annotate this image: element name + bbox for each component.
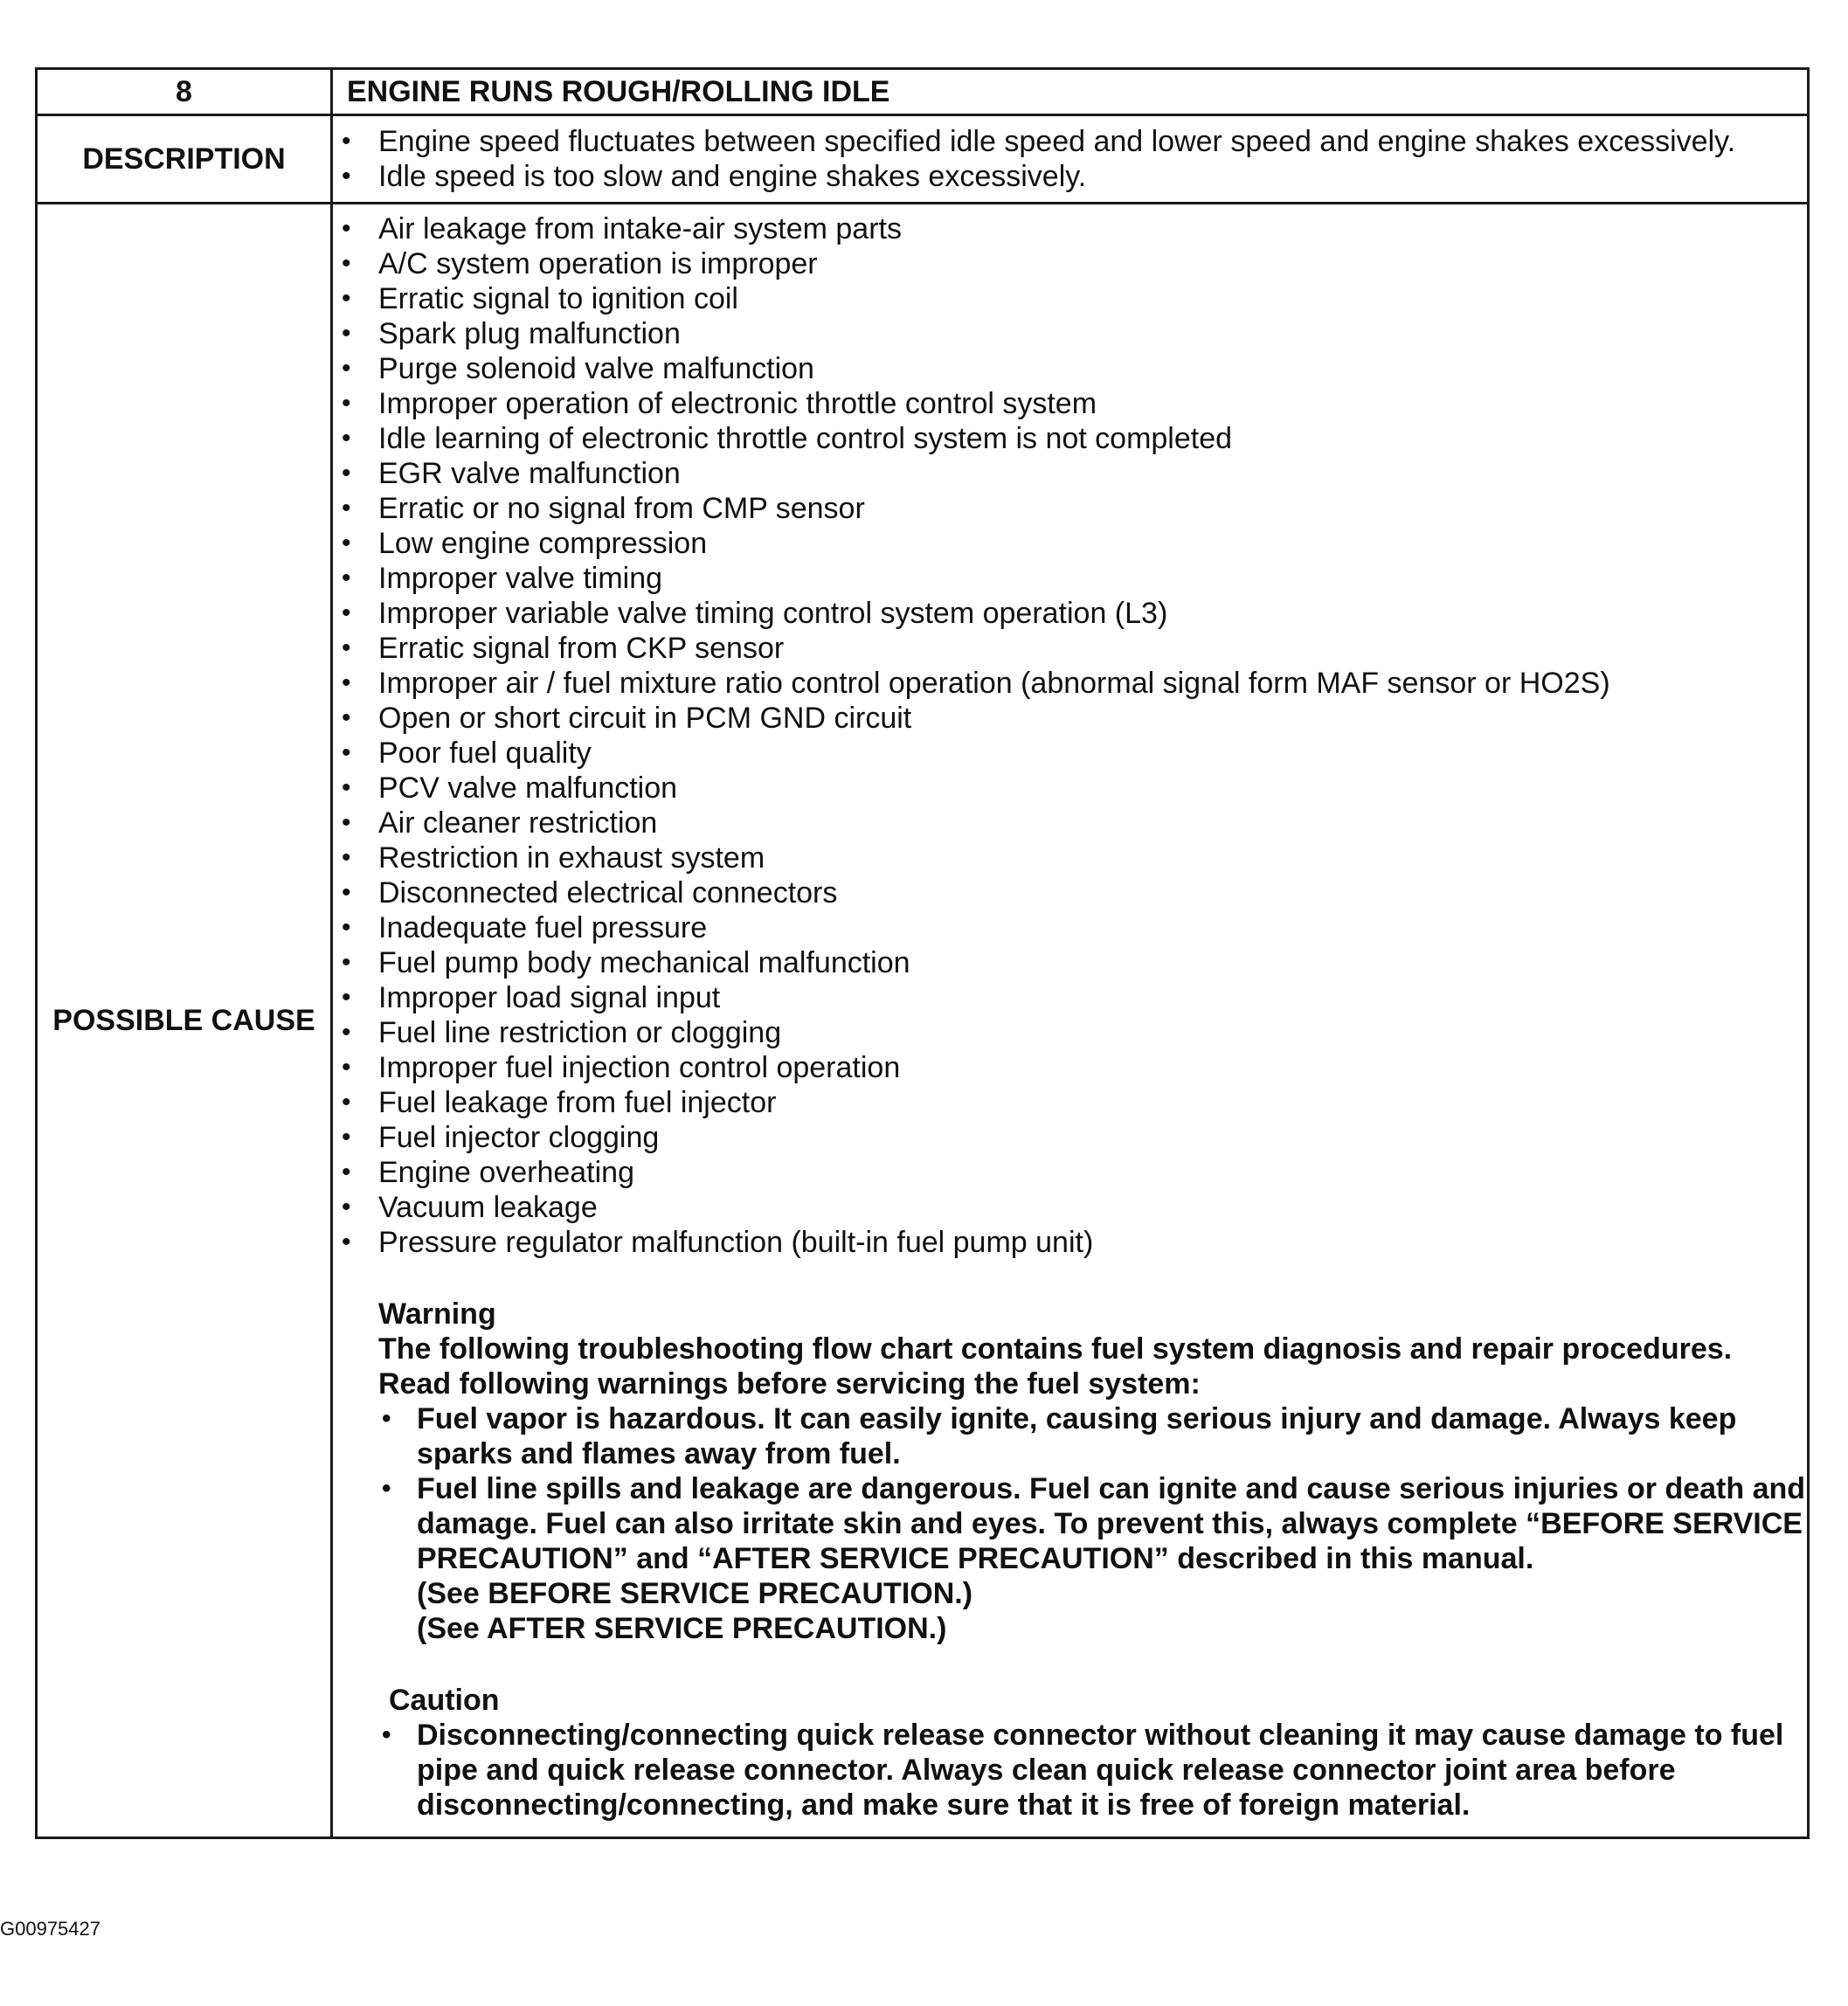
figure-id: G00975427: [0, 1918, 100, 1940]
possible-cause-item: • Open or short circuit in PCM GND circuit: [333, 701, 1807, 736]
possible-cause-item: • Erratic signal from CKP sensor: [333, 631, 1807, 666]
warning-intro: The following troubleshooting flow chart contains fuel system diagnosis and repair procedures. Read following warnings before servicing the fuel system:: [378, 1332, 1733, 1401]
warning-item: [378, 1471, 1807, 1646]
possible-cause-item: • Idle learning of electronic throttle control system is not completed: [333, 421, 1807, 456]
possible-cause-item: • Improper variable valve timing control system operation (L3): [333, 596, 1807, 631]
possible-cause-list: [333, 211, 1807, 1260]
possible-cause-item: • Fuel pump body mechanical malfunction: [333, 945, 1807, 980]
table-header-row: [37, 69, 1809, 115]
possible-cause-item: • Engine overheating: [333, 1155, 1807, 1190]
caution-item-text: Disconnecting/connecting quick release connector without cleaning it may cause damage to fuel pipe and quick release connector. Always clean quick release connector joint area before disconnecting/connecting, and make sure that it is free of foreign material.: [417, 1719, 1784, 1822]
warning-list: [378, 1401, 1807, 1646]
possible-cause-item: • Purge solenoid valve malfunction: [333, 351, 1807, 386]
possible-cause-item: • A/C system operation is improper: [333, 246, 1807, 281]
possible-cause-item: • Improper valve timing: [333, 561, 1807, 596]
description-list: [333, 124, 1807, 194]
possible-cause-row: [37, 204, 1809, 1838]
warning-title: Warning: [378, 1297, 496, 1331]
possible-cause-item: • Restriction in exhaust system: [333, 840, 1807, 875]
possible-cause-item: • EGR valve malfunction: [333, 456, 1807, 491]
caution-list: [378, 1718, 1807, 1823]
possible-cause-item: • Improper fuel injection control operation: [333, 1050, 1807, 1085]
possible-cause-item: • Air cleaner restriction: [333, 806, 1807, 840]
warning-item-text: Fuel vapor is hazardous. It can easily ignite, causing serious injury and damage. Always keep sparks and flames away from fuel.: [417, 1402, 1737, 1470]
possible-cause-item: • Pressure regulator malfunction (built-in fuel pump unit): [333, 1225, 1807, 1260]
possible-cause-item: • Fuel leakage from fuel injector: [333, 1085, 1807, 1120]
caution-item: [378, 1718, 1807, 1823]
description-item: • Engine speed fluctuates between specified idle speed and lower speed and engine shakes excessively.: [333, 124, 1807, 159]
possible-cause-item: • Vacuum leakage: [333, 1190, 1807, 1225]
possible-cause-item: • Inadequate fuel pressure: [333, 910, 1807, 945]
see-before-service-link[interactable]: (See BEFORE SERVICE PRECAUTION.): [417, 1577, 973, 1610]
possible-cause-item: • Erratic signal to ignition coil: [333, 281, 1807, 316]
possible-cause-item: • Erratic or no signal from CMP sensor: [333, 491, 1807, 526]
symptom-number: 8: [37, 69, 332, 115]
possible-cause-label: POSSIBLE CAUSE: [37, 204, 332, 1838]
caution-title: Caution: [389, 1684, 500, 1717]
warning-block: [378, 1297, 1807, 1646]
possible-cause-cell: [332, 204, 1809, 1838]
possible-cause-item: • Poor fuel quality: [333, 736, 1807, 771]
symptom-title: ENGINE RUNS ROUGH/ROLLING IDLE: [332, 69, 1809, 115]
see-after-service-link[interactable]: (See AFTER SERVICE PRECAUTION.): [417, 1612, 947, 1645]
warning-item-text: Fuel line spills and leakage are dangerous. Fuel can ignite and cause serious injuries or death and damage. Fuel can also irritate skin and eyes. To prevent this, always complete “BEFORE SERVICE PRECAUTION” and “AFTER SERVICE PRECAUTION” described in this manual.: [417, 1472, 1806, 1575]
possible-cause-item: • Improper operation of electronic throttle control system: [333, 386, 1807, 421]
description-label: DESCRIPTION: [37, 115, 332, 204]
possible-cause-item: • Disconnected electrical connectors: [333, 875, 1807, 910]
possible-cause-item: • Low engine compression: [333, 526, 1807, 561]
warning-item: [378, 1401, 1807, 1471]
diagnosis-table: [35, 67, 1810, 1839]
possible-cause-item: • Fuel line restriction or clogging: [333, 1015, 1807, 1050]
possible-cause-item: • Fuel injector clogging: [333, 1120, 1807, 1155]
possible-cause-item: • PCV valve malfunction: [333, 771, 1807, 806]
possible-cause-item: • Air leakage from intake-air system parts: [333, 211, 1807, 246]
description-item: • Idle speed is too slow and engine shakes excessively.: [333, 159, 1807, 194]
caution-block: [378, 1683, 1807, 1823]
possible-cause-item: • Spark plug malfunction: [333, 316, 1807, 351]
description-cell: [332, 115, 1809, 204]
possible-cause-item: • Improper load signal input: [333, 980, 1807, 1015]
possible-cause-item: • Improper air / fuel mixture ratio control operation (abnormal signal form MAF sensor or HO2S): [333, 666, 1807, 701]
description-row: [37, 115, 1809, 204]
